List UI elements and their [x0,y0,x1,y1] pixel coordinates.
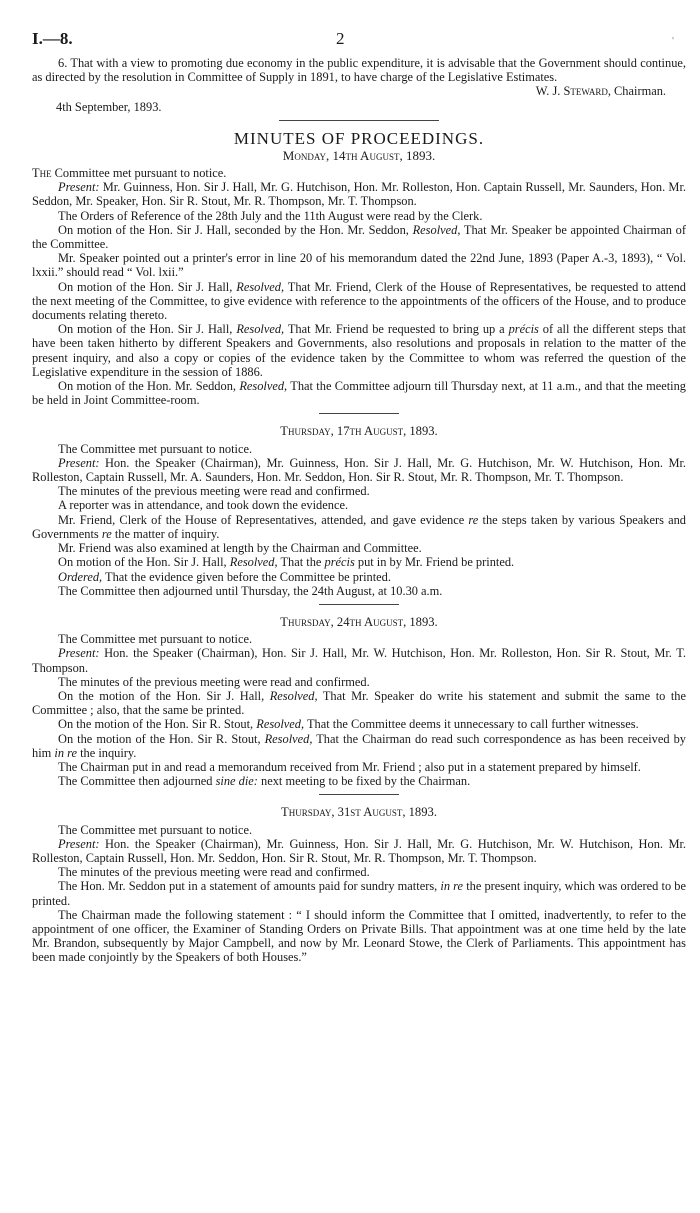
emphasis: Resolved, [239,379,288,394]
minute-paragraph: The Committee met pursuant to notice. [32,166,227,181]
minute-paragraph: The minutes of the previous meeting were read and confirmed. [58,484,370,499]
minute-paragraph: Present: Mr. Guinness, Hon. Sir J. Hall, Mr. G. Hutchison, Hon. Mr. Rolleston, Hon. Captain Russell, Mr. Saunders, Hon. Mr. Seddon, Mr. Speaker, Hon. Sir R. Stout, Mr. R. Thompson, Mr. T. Thompson. [32,180,686,209]
minute-paragraph: On the motion of the Hon. Sir J. Hall, Resolved, That Mr. Speaker do write his statement and submit the same to the Committee ; also, that the same be printed. [32,688,686,718]
section-divider [319,604,399,605]
signature-name: W. J. Steward [535,84,608,99]
minutes-title: MINUTES OF PROCEEDINGS. [233,128,485,148]
minute-paragraph: On motion of the Hon. Sir J. Hall, Resolved, That Mr. Friend, Clerk of the House of Representatives, be requested to attend the next meeting of the Committee, to give evidence with reference to the appointments of the officers of the House, and to produce documents relating thereto. [32,279,686,323]
minute-paragraph: Mr. Speaker pointed out a printer's error in line 20 of his memorandum dated the 22nd June, 1893 (Paper A.-3, 1893), “ Vol. lxxii.” should read “ Vol. lxii.” [32,251,686,280]
minute-paragraph: The Committee then adjourned sine die: next meeting to be fixed by the Chairman. [58,774,471,789]
emphasis: Resolved, [264,731,313,746]
minute-paragraph: The Orders of Reference of the 28th July and the 11th August were read by the Clerk. [58,208,483,223]
meeting-heading: Thursday, 17th August, 1893. [280,424,438,439]
emphasis: précis [324,555,355,570]
corner-mark: ' [672,35,674,47]
emphasis: re [101,526,112,541]
minute-paragraph: Present: Hon. the Speaker (Chairman), Hon. Sir J. Hall, Mr. W. Hutchison, Hon. Mr. Rolleston, Hon. Sir R. Stout, Mr. T. Thompson. [32,646,686,675]
meeting-heading: Monday, 14th August, 1893. [282,147,436,163]
document-id: I.—8. [32,29,73,48]
emphasis: Resolved, [229,555,278,570]
signature [32,84,686,98]
emphasis: précis [508,322,539,337]
section-divider [319,413,399,414]
meeting-heading: Thursday, 31st August, 1893. [281,805,437,820]
page-header [32,29,686,56]
minute-paragraph: The Committee met pursuant to notice. [58,632,253,647]
divider [279,120,439,121]
emphasis: Present: [58,836,100,851]
minute-paragraph: On motion of the Hon. Mr. Seddon, Resolved, That the Committee adjourn till Thursday next, at 11 a.m., and that the meeting be held in Joint Committee-room. [32,379,686,408]
emphasis: Ordered, [58,569,103,584]
minute-paragraph: The Chairman put in and read a memorandum received from Mr. Friend ; also put in a statement prepared by himself. [58,759,641,774]
minute-paragraph: A reporter was in attendance, and took down the evidence. [58,498,349,513]
minute-paragraph: Ordered, That the evidence given before the Committee be printed. [58,569,391,584]
emphasis: Present: [58,455,100,470]
emphasis: Resolved, [269,688,318,703]
minute-paragraph: Mr. Friend, Clerk of the House of Representatives, attended, and gave evidence re the steps taken by various Speakers and Governments re the matter of inquiry. [32,512,687,541]
minute-paragraph: Mr. Friend was also examined at length by the Chairman and Committee. [58,541,422,556]
minute-paragraph: The Hon. Mr. Seddon put in a statement of amounts paid for sundry matters, in re the present inquiry, which was ordered to be printed. [32,879,686,908]
minute-paragraph: The Committee then adjourned until Thursday, the 24th August, at 10.30 a.m. [58,583,443,598]
minute-paragraph: The minutes of the previous meeting were read and confirmed. [58,865,370,880]
minute-paragraph: On motion of the Hon. Sir J. Hall, seconded by the Hon. Mr. Seddon, Resolved, That Mr. Speaker be appointed Chairman of the Committee. [32,222,686,252]
minute-paragraph: The minutes of the previous meeting were read and confirmed. [58,674,370,689]
minute-paragraph: On motion of the Hon. Sir J. Hall, Resolved, That the précis put in by Mr. Friend be printed. [58,555,515,570]
emphasis: Resolved, [236,322,285,337]
minute-paragraph: Present: Hon. the Speaker (Chairman), Mr. Guinness, Hon. Sir J. Hall, Mr. G. Hutchison, Mr. W. Hutchison, Hon. Mr. Rolleston, Captain Russell, Mr. A. Saunders, Hon. Mr. Seddon, Hon. Sir R. Stout, Mr. R. Thompson, Mr. T. Thompson. [32,455,686,485]
emphasis: Resolved, [256,717,305,732]
emphasis: Present: [58,646,100,661]
minute-paragraph: The Committee met pursuant to notice. [58,822,253,837]
minute-paragraph: On the motion of the Hon. Sir R. Stout, Resolved, That the Chairman do read such correspondence as has been received by him in re the inquiry. [32,731,686,760]
minute-paragraph: On the motion of the Hon. Sir R. Stout, Resolved, That the Committee deems it unnecessary to call further witnesses. [58,717,639,732]
emphasis: Resolved, [412,222,461,237]
minute-paragraph: On motion of the Hon. Sir J. Hall, Resolved, That Mr. Friend be requested to bring up a précis of all the different steps that have been taken hitherto by different Speakers and Governments, also resolutions and proposals in relation to the matter of the present inquiry, and also a copy or copies of the evidence taken by the Committee to whom was referred the question of the Legislative expenditure in the session of 1886. [32,322,686,379]
report-date: 4th September, 1893. [56,99,162,114]
recommendation-6: 6. That with a view to promoting due economy in the public expenditure, it is advisable that the Government should continue, as directed by the resolution in Committee of Supply in 1891, to have charge of the Legislative Estimates. [32,56,686,85]
section-divider [319,794,399,795]
page-number: 2 [336,29,345,48]
signature-role: , Chairman. [607,84,666,99]
emphasis: Resolved, [236,279,285,294]
meetings-container [32,149,686,965]
minute-paragraph: Present: Hon. the Speaker (Chairman), Mr. Guinness, Hon. Sir J. Hall, Mr. G. Hutchison, Mr. W. Hutchison, Hon. Mr. Rolleston, Captain Russell, Hon. Mr. Seddon, Hon. Sir R. Stout, Mr. R. Thompson, Mr. T. Thompson. [32,836,686,865]
emphasis: in re [54,745,77,760]
emphasis: in re [440,879,464,894]
emphasis: Present: [58,180,100,195]
emphasis: re [468,512,479,527]
minute-paragraph: The Chairman made the following statement : “ I should inform the Committee that I omitted, inadvertently, to refer to the appointment of one officer, the Examiner of Standing Orders on Private Bills. That appointment was at one time held by the late Mr. Brandon, subsequently by Major Campbell, and now by Mr. Leonard Stowe, the Clerk of Parliaments. This appointment has been made conjointly by the Speakers of both Houses.” [32,907,686,965]
emphasis: sine die: [215,774,258,789]
meeting-heading: Thursday, 24th August, 1893. [280,614,438,629]
lead-word: The [32,166,55,181]
minute-paragraph: The Committee met pursuant to notice. [58,441,253,456]
